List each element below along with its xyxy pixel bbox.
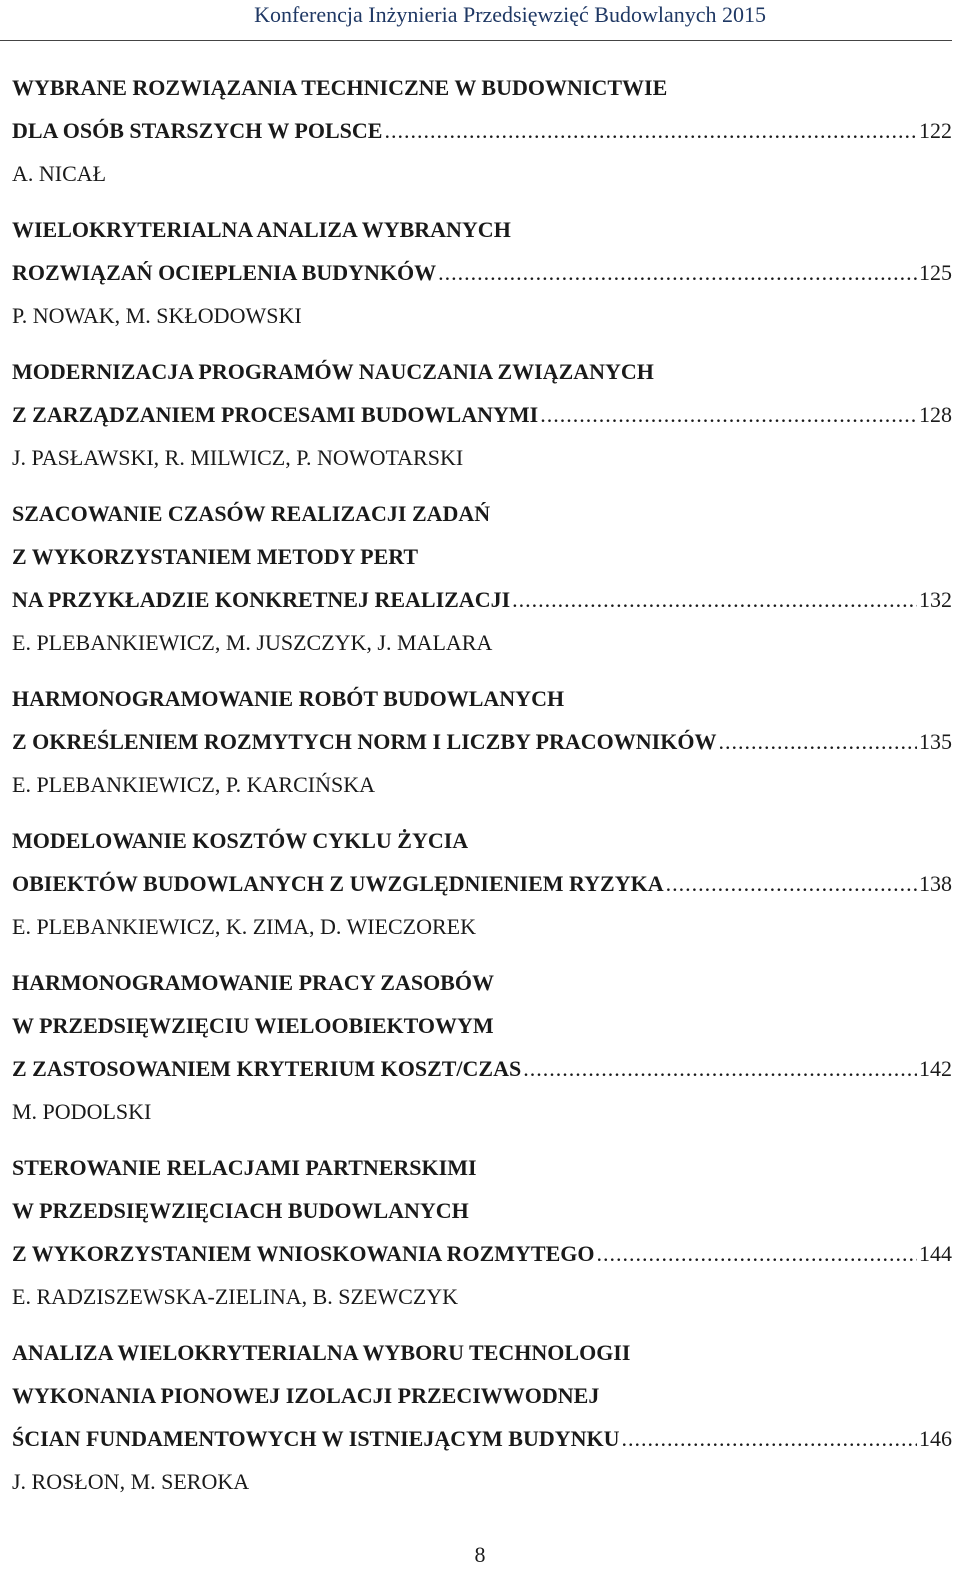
entry-title-text: Z ZASTOSOWANIEM KRYTERIUM KOSZT/CZAS [12,1056,522,1081]
entry-title-line [12,862,952,905]
entry-title-line: Z WYKORZYSTANIEM METODY PERT [12,544,419,569]
entry-title-line: HARMONOGRAMOWANIE ROBÓT BUDOWLANYCH [12,686,565,711]
header-title: Konferencja Inżynieria Przedsięwzięć Budowlanych 2015 [254,2,766,27]
entry-authors: E. RADZISZEWSKA-ZIELINA, B. SZEWCZYK [12,1284,459,1309]
entry-page-number: 125 [919,260,952,285]
entry-title-text: ŚCIAN FUNDAMENTOWYCH W ISTNIEJĄCYM BUDYNKU [12,1426,620,1451]
entry-title-text: OBIEKTÓW BUDOWLANYCH Z UWZGLĘDNIENIEM RYZYKA [12,871,664,896]
entry-title-line [12,393,952,436]
dot-leader [540,393,917,436]
entry-title-line: WYKONANIA PIONOWEJ IZOLACJI PRZECIWWODNEJ [12,1383,600,1408]
entry-title-line: W PRZEDSIĘWZIĘCIACH BUDOWLANYCH [12,1198,469,1223]
entry-title-line: SZACOWANIE CZASÓW REALIZACJI ZADAŃ [12,501,491,526]
entry-title-text: ROZWIĄZAŃ OCIEPLENIA BUDYNKÓW [12,260,437,285]
entry-page-number: 142 [919,1056,952,1081]
entry-title-line [12,109,952,152]
toc-entry [12,492,952,664]
page-header [0,0,952,41]
toc-entry [12,208,952,337]
entry-title-line [12,1417,952,1460]
page-number: 8 [474,1542,486,1567]
entry-title-line [12,1232,952,1275]
entry-authors: E. PLEBANKIEWICZ, K. ZIMA, D. WIECZOREK [12,914,476,939]
dot-leader [622,1417,917,1460]
dot-leader [718,720,917,763]
entry-title-line: WIELOKRYTERIALNA ANALIZA WYBRANYCH [12,217,511,242]
entry-page-number: 146 [919,1426,952,1451]
entry-title-text: Z WYKORZYSTANIEM WNIOSKOWANIA ROZMYTEGO [12,1241,595,1266]
entry-title-line: STEROWANIE RELACJAMI PARTNERSKIMI [12,1155,477,1180]
entry-title-line [12,578,952,621]
entry-authors: E. PLEBANKIEWICZ, M. JUSZCZYK, J. MALARA [12,630,493,655]
entry-title-text: Z ZARZĄDZANIEM PROCESAMI BUDOWLANYMI [12,402,539,427]
entry-page-number: 122 [919,118,952,143]
entry-title-line: MODERNIZACJA PROGRAMÓW NAUCZANIA ZWIĄZANYCH [12,359,654,384]
entry-page-number: 135 [919,729,952,754]
entry-authors: M. PODOLSKI [12,1099,152,1124]
entry-page-number: 144 [919,1241,952,1266]
entry-title-text: DLA OSÓB STARSZYCH W POLSCE [12,118,383,143]
entry-title-line: MODELOWANIE KOSZTÓW CYKLU ŻYCIA [12,828,469,853]
toc-entry [12,350,952,479]
toc-entry [12,1331,952,1503]
table-of-contents [12,66,952,1516]
entry-authors: J. PASŁAWSKI, R. MILWICZ, P. NOWOTARSKI [12,445,464,470]
entry-title-text: NA PRZYKŁADZIE KONKRETNEJ REALIZACJI [12,587,511,612]
toc-entry [12,66,952,195]
entry-page-number: 128 [919,402,952,427]
dot-leader [523,1047,917,1090]
toc-entry [12,677,952,806]
entry-authors: P. NOWAK, M. SKŁODOWSKI [12,303,302,328]
entry-title-line: W PRZEDSIĘWZIĘCIU WIELOOBIEKTOWYM [12,1013,494,1038]
dot-leader [666,862,917,905]
toc-entry [12,961,952,1133]
entry-title-line: WYBRANE ROZWIĄZANIA TECHNICZNE W BUDOWNICTWIE [12,75,668,100]
entry-page-number: 132 [919,587,952,612]
dot-leader [384,109,917,152]
entry-title-line [12,251,952,294]
dot-leader [512,578,917,621]
dot-leader [596,1232,917,1275]
entry-page-number: 138 [919,871,952,896]
toc-entry [12,1146,952,1318]
entry-title-text: Z OKREŚLENIEM ROZMYTYCH NORM I LICZBY PRACOWNIKÓW [12,729,717,754]
entry-authors: E. PLEBANKIEWICZ, P. KARCIŃSKA [12,772,375,797]
entry-title-line: ANALIZA WIELOKRYTERIALNA WYBORU TECHNOLOGII [12,1340,631,1365]
entry-title-line [12,1047,952,1090]
entry-title-line [12,720,952,763]
toc-entry [12,819,952,948]
entry-authors: J. ROSŁON, M. SEROKA [12,1469,250,1494]
entry-title-line: HARMONOGRAMOWANIE PRACY ZASOBÓW [12,970,494,995]
dot-leader [438,251,917,294]
entry-authors: A. NICAŁ [12,161,107,186]
